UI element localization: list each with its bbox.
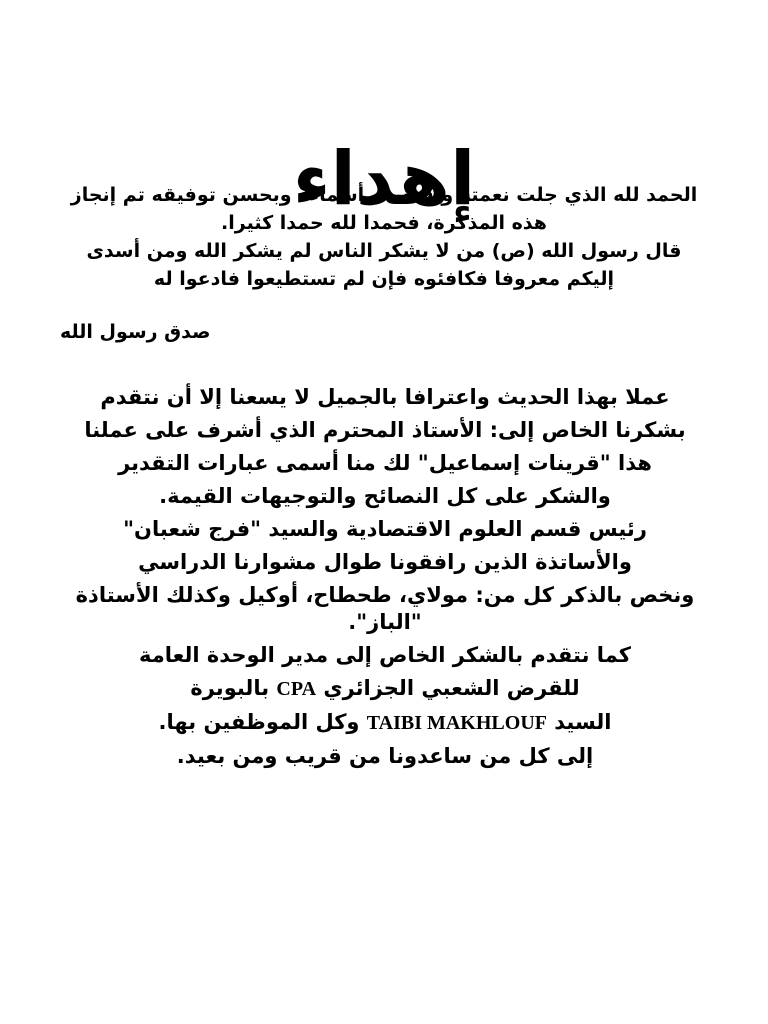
thanks-line: هذا "قرينات إسماعيل" لك منا أسمى عبارات التقدير [118,451,652,475]
bank-line [60,675,710,703]
thanks-line: والأساتذة الذين رافقونا طوال مشوارنا الدراسي [138,550,632,574]
director-line-after: وكل الموظفين بها. [158,710,360,734]
intro-paragraph: الحمد لله الذي جلت نعمته وتقدست أسماءه وبحسن توفيقه تم إنجاز هذه المذكرة، فحمدا لله حمدا كثيرا. [70,184,698,234]
bank-line-after: بالبويرة [190,676,270,700]
hadith-signoff: صدق رسول الله [60,321,211,343]
bank-acronym: CPA [276,678,317,700]
bank-line-before: للقرض الشعبي الجزائري [323,676,580,700]
director-line [60,709,710,737]
thanks-line: بشكرنا الخاص إلى: الأستاذ المحترم الذي أشرف على عملنا [84,418,686,442]
intro-block [70,181,698,293]
dedication-title: إهداء [292,135,476,222]
closing-line: إلى كل من ساعدونا من قريب ومن بعيد. [176,744,594,768]
acknowledgements-block [60,384,710,770]
thanks-line: والشكر على كل النصائح والتوجيهات القيمة. [159,484,611,508]
thanks-line: رئيس قسم العلوم الاقتصادية والسيد "فرج شعبان" [123,517,647,541]
hadith-paragraph: قال رسول الله (ص) من لا يشكر الناس لم يشكر الله ومن أسدى إليكم معروفا فكافئوه فإن لم تستطيعوا فادعوا له [86,240,682,290]
thanks-line: عملا بهذا الحديث واعترافا بالجميل لا يسعنا إلا أن نتقدم [100,385,670,409]
director-name: TAIBI MAKHLOUF [366,712,547,734]
thanks-line: ونخص بالذكر كل من: مولاي، طحطاح، أوكيل وكذلك الأستاذة "الباز". [75,583,695,634]
thanks-line: كما نتقدم بالشكر الخاص إلى مدير الوحدة العامة [139,643,631,667]
director-line-before: السيد [554,710,612,734]
